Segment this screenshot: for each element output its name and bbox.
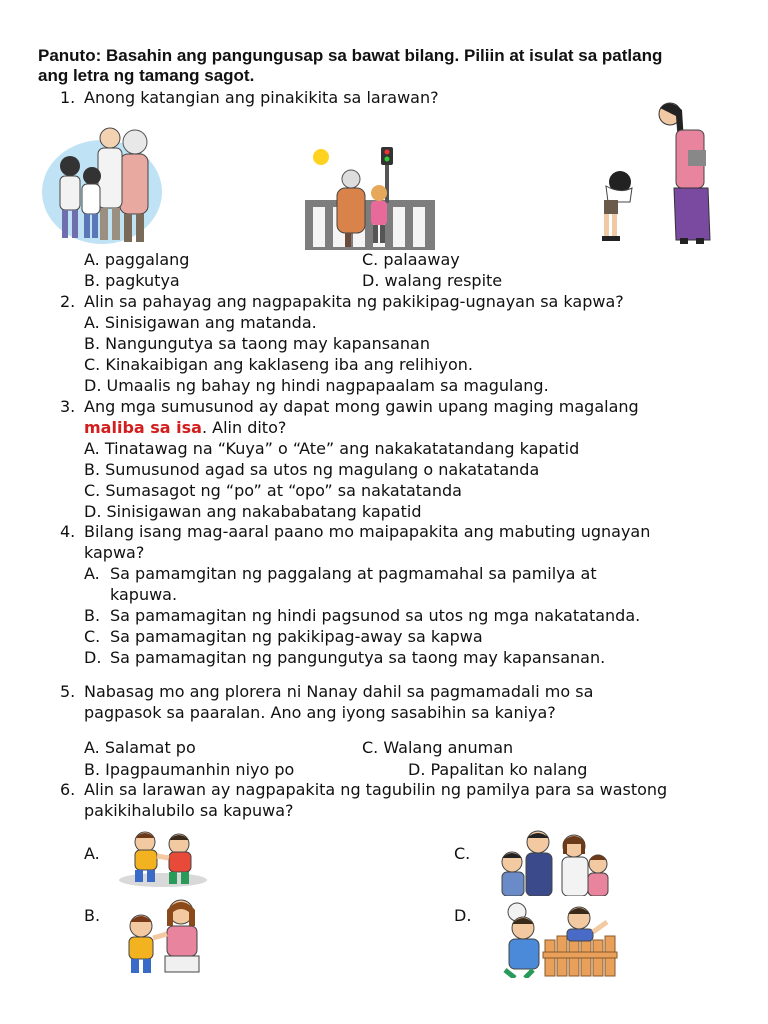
q5-text-line-2: pagpasok sa paaralan. Ano ang iyong sasabihin sa kaniya? bbox=[84, 703, 556, 722]
q5-choice-d: D. Papalitan ko nalang bbox=[408, 760, 588, 779]
q4-choice-a-line-1: Sa pamamgitan ng paggalang at pagmamahal sa pamilya at bbox=[110, 564, 597, 583]
q3-choice-c: C. Sumasagot ng “po” at “opo” sa nakatatanda bbox=[84, 481, 462, 500]
q4-choice-d: Sa pamamagitan ng pangungutya sa taong may kapansanan. bbox=[110, 648, 606, 667]
q4-text-line-2: kapwa? bbox=[84, 543, 145, 562]
q5-choice-a: A. Salamat po bbox=[84, 738, 196, 757]
child-bowing-to-teacher-image bbox=[590, 102, 720, 247]
kids-fighting-image bbox=[115, 828, 210, 890]
q4-choice-a-line-2: kapuwa. bbox=[110, 585, 178, 604]
q3-number: 3. bbox=[60, 397, 76, 416]
q6-number: 6. bbox=[60, 780, 76, 799]
q1-choice-d: D. walang respite bbox=[362, 271, 503, 290]
q3-text-line-1: Ang mga sumusunod ay dapat mong gawin upang maging magalang bbox=[84, 397, 639, 416]
q2-number: 2. bbox=[60, 292, 76, 311]
q6-label-a: A. bbox=[84, 844, 100, 863]
q3-text-line-2 bbox=[84, 418, 286, 438]
q6-label-b: B. bbox=[84, 906, 101, 925]
q3-choice-a: A. Tinatawag na “Kuya” o “Ate” ang nakakatatandang kapatid bbox=[84, 439, 580, 458]
mother-scolding-child-image bbox=[115, 898, 210, 976]
instructions-line-1: Panuto: Basahin ang pangungusap sa bawat bilang. Piliin at isulat sa patlang bbox=[38, 46, 663, 65]
q2-choice-d: D. Umaalis ng bahay ng hindi nagpapaalam sa magulang. bbox=[84, 376, 549, 395]
q2-text: Alin sa pahayag ang nagpapakita ng pakikipag-ugnayan sa kapwa? bbox=[84, 292, 624, 311]
q2-choice-a: A. Sinisigawan ang matanda. bbox=[84, 313, 317, 332]
q3-text-tail: . Alin dito? bbox=[201, 418, 287, 437]
q2-choice-b: B. Nangungutya sa taong may kapansanan bbox=[84, 334, 430, 353]
q5-number: 5. bbox=[60, 682, 76, 701]
q6-label-c: C. bbox=[454, 844, 471, 863]
q5-choice-c: C. Walang anuman bbox=[362, 738, 514, 757]
q4-choice-b: Sa pamamagitan ng hindi pagsunod sa utos ng mga nakatatanda. bbox=[110, 606, 641, 625]
q1-choice-c: C. palaaway bbox=[362, 250, 460, 269]
child-helping-elder-crossing-image bbox=[305, 145, 435, 250]
family-respect-image bbox=[40, 122, 165, 247]
q4-text-line-1: Bilang isang mag-aaral paano mo maipapakita ang mabuting ugnayan bbox=[84, 522, 651, 541]
q6-text-line-1: Alin sa larawan ay nagpapakita ng tagubilin ng pamilya para sa wastong bbox=[84, 780, 668, 799]
instructions-line-2: ang letra ng tamang sagot. bbox=[38, 66, 255, 85]
q4-choice-d-letter: D. bbox=[84, 648, 102, 667]
q3-choice-d: D. Sinisigawan ang nakababatang kapatid bbox=[84, 502, 422, 521]
q4-choice-a-letter: A. bbox=[84, 564, 100, 583]
neighbors-arguing-image bbox=[495, 900, 620, 978]
q1-choice-b: B. pagkutya bbox=[84, 271, 180, 290]
q4-choice-c: Sa pamamagitan ng pakikipag-away sa kapwa bbox=[110, 627, 483, 646]
q4-number: 4. bbox=[60, 522, 76, 541]
q5-choice-b: B. Ipagpaumanhin niyo po bbox=[84, 760, 295, 779]
q4-choice-b-letter: B. bbox=[84, 606, 101, 625]
q2-choice-c: C. Kinakaibigan ang kaklaseng iba ang relihiyon. bbox=[84, 355, 474, 374]
q6-label-d: D. bbox=[454, 906, 472, 925]
q3-emphasis: maliba sa isa bbox=[84, 418, 202, 437]
q4-choice-c-letter: C. bbox=[84, 627, 101, 646]
q6-text-line-2: pakikihalubilo sa kapuwa? bbox=[84, 801, 294, 820]
q3-choice-b: B. Sumusunod agad sa utos ng magulang o nakatatanda bbox=[84, 460, 540, 479]
q5-text-line-1: Nabasag mo ang plorera ni Nanay dahil sa pagmamadali mo sa bbox=[84, 682, 594, 701]
q1-choice-a: A. paggalang bbox=[84, 250, 190, 269]
family-praying-image bbox=[490, 828, 615, 896]
q1-text: Anong katangian ang pinakikita sa larawan? bbox=[84, 88, 439, 107]
q1-number: 1. bbox=[60, 88, 76, 107]
